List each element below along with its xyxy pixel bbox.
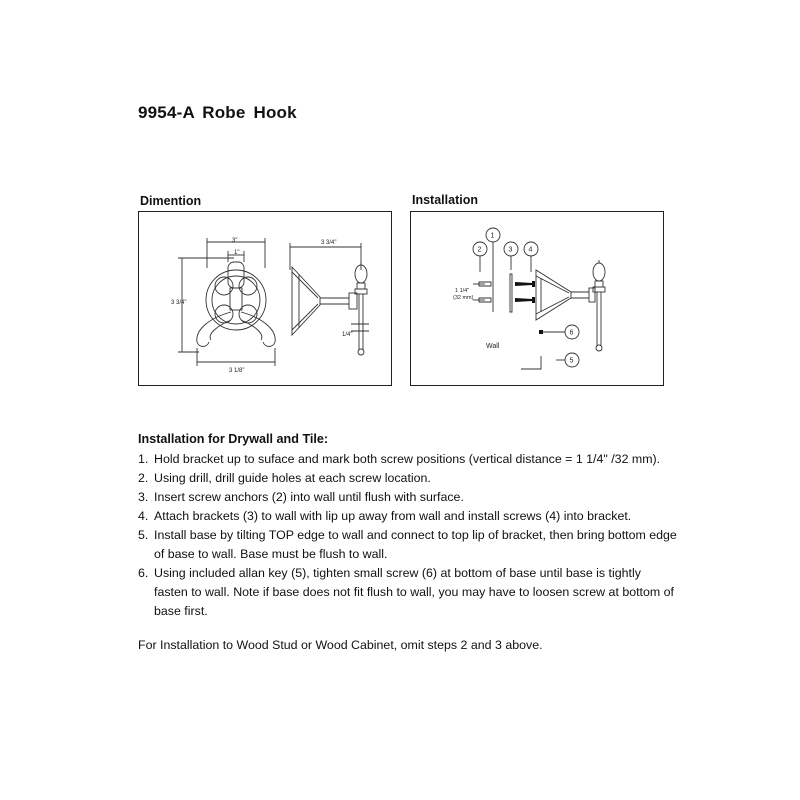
dimension-section-label: Dimention (140, 194, 202, 208)
callout-6: 6 (569, 329, 574, 337)
installation-diagram-box (410, 211, 664, 386)
step-item (138, 507, 678, 526)
instructions-heading: Installation for Drywall and Tile: (138, 432, 329, 446)
step-number: 5. (138, 528, 149, 542)
installation-section-label: Installation (412, 193, 478, 207)
callout-4: 4 (528, 246, 533, 254)
dimension-diagram-box (138, 211, 392, 386)
depth-label: 3 3/4" (321, 240, 337, 246)
installation-instructions (138, 430, 678, 621)
step-number: 6. (138, 566, 149, 580)
step-item (138, 526, 678, 564)
wood-stud-note: For Installation to Wood Stud or Wood Cabinet, omit steps 2 and 3 above. (138, 638, 543, 652)
callout-1: 1 (490, 232, 495, 240)
step-number: 4. (138, 509, 149, 523)
step-text: Insert screw anchors (2) into wall until flush with surface. (154, 490, 464, 504)
instructions-steps (138, 450, 678, 621)
dimension-diagram (139, 212, 393, 387)
step-text: Hold bracket up to suface and mark both screw positions (vertical distance = 1 1/4" /32 mm). (154, 452, 661, 466)
step-item (138, 564, 678, 621)
callout-5: 5 (569, 357, 574, 365)
installation-diagram (411, 212, 665, 387)
step-text: Install base by tilting TOP edge to wall and connect to top lip of bracket, then bring bottom edge of base to wall. Base must be flush to wall. (154, 528, 677, 561)
spacing-label-inch: 1 1/4" (455, 288, 470, 294)
tip-label: 1/4" (342, 332, 353, 338)
step-number: 2. (138, 471, 149, 485)
step-text: Using drill, drill guide holes at each screw location. (154, 471, 431, 485)
width-top-label: 3" (232, 238, 238, 244)
document-title: 9954-A Robe Hook (138, 103, 297, 122)
width-bottom-label: 3 1/8" (229, 368, 245, 374)
step-item (138, 488, 678, 507)
step-text: Attach brackets (3) to wall with lip up away from wall and install screws (4) into bracket. (154, 509, 632, 523)
step-item (138, 450, 678, 469)
step-number: 3. (138, 490, 149, 504)
width-inner-label: 1" (234, 250, 240, 256)
step-item (138, 469, 678, 488)
spacing-label-mm: (32 mm) (453, 295, 474, 301)
callout-2: 2 (477, 246, 482, 254)
step-text: Using included allan key (5), tighten small screw (6) at bottom of base until base is tightly fasten to wall. Note if base does not fit flush to wall, you may have to loosen screw at bottom of base first. (154, 566, 674, 618)
callout-3: 3 (508, 246, 513, 254)
step-number: 1. (138, 452, 149, 466)
wall-label: Wall (486, 343, 500, 350)
height-label: 3 3/4" (171, 300, 187, 306)
